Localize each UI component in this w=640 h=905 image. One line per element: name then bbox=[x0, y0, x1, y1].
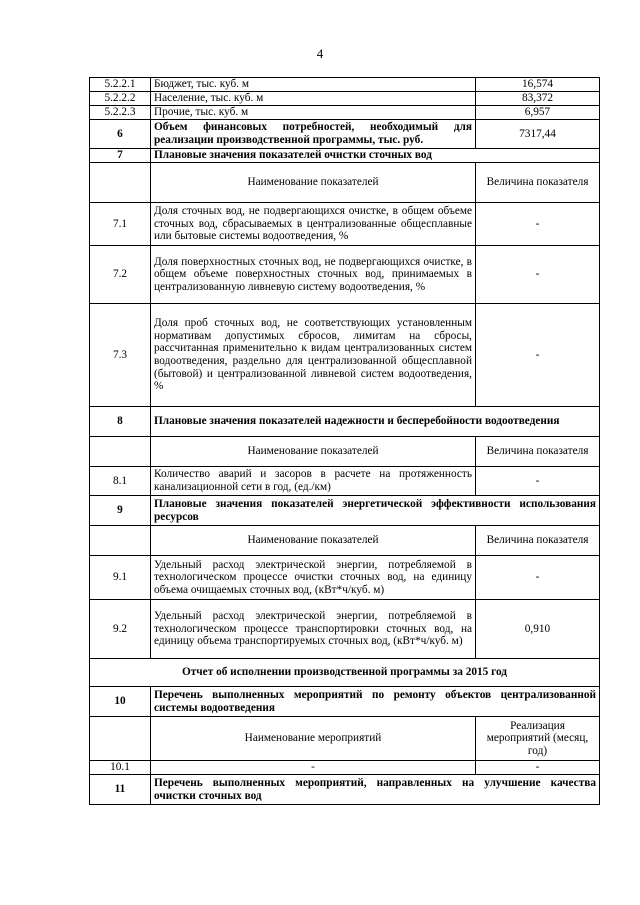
row-number: 10.1 bbox=[90, 761, 151, 775]
section-number: 7 bbox=[90, 149, 151, 163]
section-number: 11 bbox=[90, 775, 151, 805]
section-9-col-header bbox=[90, 526, 600, 556]
table-row bbox=[90, 761, 600, 775]
row-text: Прочие, тыс. куб. м bbox=[151, 106, 476, 120]
section-9-title: Плановые значения показателей энергетической эффективности использования ресурсов bbox=[151, 496, 600, 526]
row-value: - bbox=[476, 304, 600, 407]
table-row bbox=[90, 78, 600, 92]
row-value: - bbox=[476, 556, 600, 600]
table-row bbox=[90, 600, 600, 659]
row-value: - bbox=[476, 246, 600, 304]
row-value: - bbox=[476, 761, 600, 775]
report-title-row bbox=[90, 659, 600, 687]
section-10-col-header bbox=[90, 717, 600, 761]
section-number: 6 bbox=[90, 120, 151, 149]
table-row bbox=[90, 556, 600, 600]
row-text: Доля сточных вод, не подвергающихся очистке, в общем объеме сточных вод, сбрасываемых в централизованные общесплавные или бытовые системы водоотведения, % bbox=[151, 203, 476, 246]
section-number: 9 bbox=[90, 496, 151, 526]
column-name-header: Наименование показателей bbox=[151, 163, 476, 203]
row-value: 83,372 bbox=[476, 92, 600, 106]
section-number: 10 bbox=[90, 687, 151, 717]
row-text: Доля поверхностных сточных вод, не подвергающихся очистке, в общем объеме поверхностных сточных вод, принимаемых в централизованную ливневую систему водоотведения, % bbox=[151, 246, 476, 304]
section-number: 8 bbox=[90, 407, 151, 437]
row-text: Удельный расход электрической энергии, потребляемой в технологическом процессе транспортировки сточных вод, на единицу объема транспортируемых сточных вод, (кВт*ч/куб. м) bbox=[151, 600, 476, 659]
section-10-header bbox=[90, 687, 600, 717]
page-number: 4 bbox=[316, 46, 324, 61]
column-name-header: Наименование показателей bbox=[151, 437, 476, 467]
row-number: 8.1 bbox=[90, 467, 151, 496]
row-number: 7.1 bbox=[90, 203, 151, 246]
row-text: Удельный расход электрической энергии, потребляемой в технологическом процессе очистки сточных вод, на единицу объема очищаемых сточных вод, (кВт*ч/куб. м) bbox=[151, 556, 476, 600]
row-value: 16,574 bbox=[476, 78, 600, 92]
section-10-title: Перечень выполненных мероприятий по ремонту объектов централизованной системы водоотведения bbox=[151, 687, 600, 717]
table-row bbox=[90, 92, 600, 106]
report-title: Отчет об исполнении производственной программы за 2015 год bbox=[90, 659, 600, 687]
section-6-value: 7317,44 bbox=[476, 120, 600, 149]
row-number: 5.2.2.1 bbox=[90, 78, 151, 92]
section-9-header bbox=[90, 496, 600, 526]
section-8-col-header bbox=[90, 437, 600, 467]
column-value-header: Реализация мероприятий (месяц, год) bbox=[476, 717, 600, 761]
section-8-header bbox=[90, 407, 600, 437]
row-text: Бюджет, тыс. куб. м bbox=[151, 78, 476, 92]
row-value: - bbox=[476, 203, 600, 246]
row-text: - bbox=[151, 761, 476, 775]
table-row bbox=[90, 304, 600, 407]
section-7-col-header bbox=[90, 163, 600, 203]
row-text: Количество аварий и засоров в расчете на протяженность канализационной сети в год, (ед./км) bbox=[151, 467, 476, 496]
row-number: 5.2.2.2 bbox=[90, 92, 151, 106]
column-value-header: Величина показателя bbox=[476, 526, 600, 556]
table-row bbox=[90, 246, 600, 304]
section-8-title: Плановые значения показателей надежности и бесперебойности водоотведения bbox=[151, 407, 600, 437]
row-text: Доля проб сточных вод, не соответствующих установленным нормативам допустимых сбросов, лимитам на сбросы, рассчитанная применительно к видам централизованных систем водоотведения, раздельно для централизованной общесплавной (бытовой) и централизованной ливневой систем водоотведения, % bbox=[151, 304, 476, 407]
row-number: 9.1 bbox=[90, 556, 151, 600]
column-name-header: Наименование показателей bbox=[151, 526, 476, 556]
section-7-header bbox=[90, 149, 600, 163]
row-number: 9.2 bbox=[90, 600, 151, 659]
column-value-header: Величина показателя bbox=[476, 163, 600, 203]
row-value: 6,957 bbox=[476, 106, 600, 120]
table-row bbox=[90, 203, 600, 246]
section-11-header bbox=[90, 775, 600, 805]
column-name-header: Наименование мероприятий bbox=[151, 717, 476, 761]
row-number: 7.3 bbox=[90, 304, 151, 407]
row-number: 5.2.2.3 bbox=[90, 106, 151, 120]
section-7-title: Плановые значения показателей очистки сточных вод bbox=[151, 149, 600, 163]
table-row bbox=[90, 106, 600, 120]
row-number: 7.2 bbox=[90, 246, 151, 304]
row-value: - bbox=[476, 467, 600, 496]
program-table bbox=[89, 77, 600, 805]
section-6-text: Объем финансовых потребностей, необходимый для реализации производственной программы, тыс. руб. bbox=[151, 120, 476, 149]
row-text: Население, тыс. куб. м bbox=[151, 92, 476, 106]
section-6-row bbox=[90, 120, 600, 149]
column-value-header: Величина показателя bbox=[476, 437, 600, 467]
section-11-title: Перечень выполненных мероприятий, направленных на улучшение качества очистки сточных вод bbox=[151, 775, 600, 805]
table-row bbox=[90, 467, 600, 496]
row-value: 0,910 bbox=[476, 600, 600, 659]
